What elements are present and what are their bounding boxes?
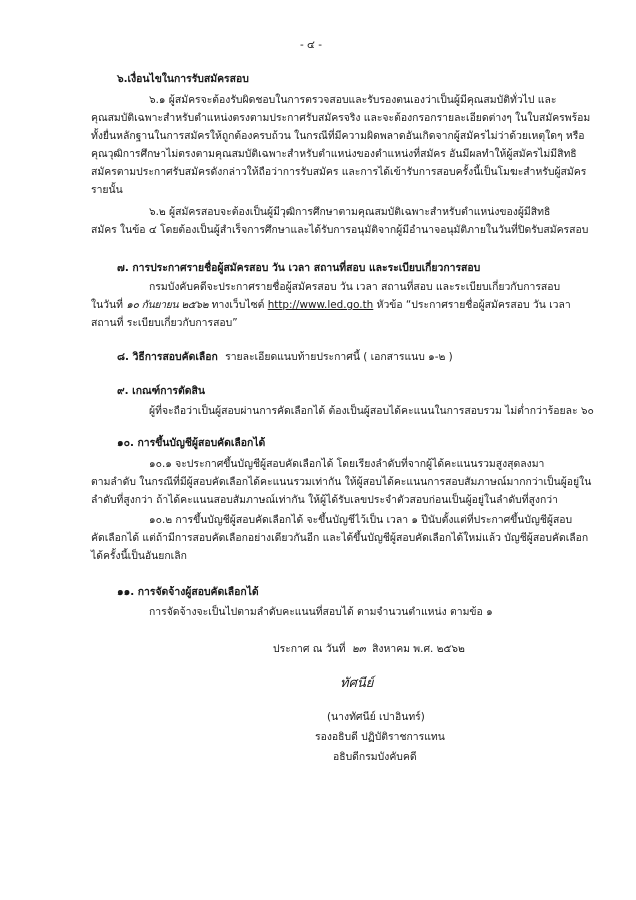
announcement-day-handwritten: ๒๓: [351, 643, 366, 655]
paragraph-6-1-line-3: ทั้งยื่นหลักฐานในการสมัครให้ถูกต้องครบถ้วน ในกรณีที่มีความผิดพลาดอันเกิดจากผู้สมัครไม่ว่าด้วยเหตุใดๆ หรือ: [91, 130, 585, 142]
announce-date-handwritten: ๑๐ กันยายน ๒๕๖๒: [126, 299, 209, 311]
announce-date-prefix: ในวันที่: [91, 299, 123, 311]
website-prefix: ทางเว็บไซต์: [211, 299, 265, 311]
paragraph-6-2-line-1: ๖.๒ ผู้สมัครสอบจะต้องเป็นผู้มีวุฒิการศึกษาตามคุณสมบัติเฉพาะสำหรับตำแหน่งของผู้มีสิทธิ: [149, 206, 551, 218]
section-9-line-1: ผู้ที่จะถือว่าเป็นผู้สอบผ่านการคัดเลือกได้ ต้องเป็นผู้สอบได้คะแนนในการสอบรวม ไม่ต่ำกว่าร้อยละ ๖๐: [149, 405, 594, 417]
paragraph-6-1-line-5: สมัครตามประกาศรับสมัครดังกล่าวให้ถือว่าการรับสมัคร และการได้เข้ารับการสอบครั้งนี้เป็นโมฆะสำหรับผู้สมัคร: [91, 166, 587, 178]
topic-text: หัวข้อ “ประกาศรายชื่อผู้สมัครสอบ วัน เวลา: [376, 299, 571, 311]
paragraph-10-2-line-1: ๑๐.๒ การขึ้นบัญชีผู้สอบคัดเลือกได้ จะขึ้นบัญชีไว้เป็น เวลา ๑ ปีนับตั้งแต่ที่ประกาศขึ้นบัญชีผู้สอบ: [149, 514, 573, 526]
section-8-text: รายละเอียดแนบท้ายประกาศนี้ ( เอกสารแนบ ๑-๒ ): [225, 351, 453, 363]
paragraph-6-1-line-1: ๖.๑ ผู้สมัครจะต้องรับผิดชอบในการตรวจสอบและรับรองตนเองว่าเป็นผู้มีคุณสมบัติทั่วไป และ: [149, 94, 557, 106]
paragraph-10-2-line-3: ได้ครั้งนี้เป็นอันยกเลิก: [91, 550, 187, 562]
paragraph-10-1-line-3: ลำดับที่สูงกว่า ถ้าได้คะแนนสอบสัมภาษณ์เท่ากัน ให้ผู้ได้รับเลขประจำตัวสอบก่อนเป็นผู้อยู่ในลำดับที่สูงกว่า: [91, 494, 558, 506]
paragraph-6-1-line-6: รายนั้น: [91, 184, 123, 196]
paragraph-10-1-line-1: ๑๐.๑ จะประกาศขึ้นบัญชีผู้สอบคัดเลือกได้ โดยเรียงลำดับที่จากผู้ได้คะแนนรวมสูงสุดลงมา: [149, 458, 545, 470]
website-link[interactable]: http://www.led.go.th: [267, 299, 374, 311]
page-number: - ๔ -: [300, 39, 322, 51]
signatory-title-2: อธิบดีกรมบังคับคดี: [333, 751, 417, 763]
paragraph-6-1-line-4: คุณวุฒิการศึกษาไม่ตรงตามคุณสมบัติเฉพาะสำหรับตำแหน่งของตำแหน่งที่สมัคร อันมีผลทำให้ผู้สมัครไม่มีสิทธิ: [91, 148, 577, 160]
paragraph-10-1-line-2: ตามลำดับ ในกรณีที่มีผู้สอบคัดเลือกได้คะแนนรวมเท่ากัน ให้ผู้สอบได้คะแนนการสอบสัมภาษณ์มากกว่าเป็นผู้อยู่ใน: [91, 476, 592, 488]
section-8-heading: ๘. วิธีการสอบคัดเลือก: [117, 351, 218, 363]
announcement-month-year: สิงหาคม พ.ศ. ๒๕๖๒: [372, 643, 465, 655]
section-11-line-1: การจัดจ้างจะเป็นไปตามลำดับคะแนนที่สอบได้ ตามจำนวนตำแหน่ง ตามข้อ ๑: [149, 606, 493, 618]
announcement-prefix: ประกาศ ณ วันที่: [273, 643, 346, 655]
paragraph-6-2-line-2: สมัคร ในข้อ ๔ โดยต้องเป็นผู้สำเร็จการศึกษาและได้รับการอนุมัติจากผู้มีอำนาจอนุมัติภายในวันที่ปิดรับสมัครสอบ: [91, 224, 589, 236]
section-7-line-2: [91, 298, 571, 312]
section-7-heading: ๗. การประกาศรายชื่อผู้สมัครสอบ วัน เวลา สถานที่สอบ และระเบียบเกี่ยวการสอบ: [117, 262, 481, 274]
signatory-title-1: รองอธิบดี ปฏิบัติราชการแทน: [315, 731, 445, 743]
section-7-line-3: สถานที่ ระเบียบเกี่ยวกับการสอบ”: [91, 317, 238, 329]
section-6-heading: ๖.เงื่อนไขในการรับสมัครสอบ: [117, 73, 249, 85]
announcement-date: [273, 642, 465, 656]
signatory-name: (นางทัศนีย์ เปาอินทร์): [327, 711, 425, 723]
paragraph-6-1-line-2: คุณสมบัติเฉพาะสำหรับตำแหน่งตรงตามประกาศรับสมัครจริง และจะต้องกรอกรายละเอียดต่างๆ ในใบสมัครพร้อม: [91, 112, 591, 124]
section-7-line-1: กรมบังคับคดีจะประกาศรายชื่อผู้สมัครสอบ วัน เวลา สถานที่สอบ และระเบียบเกี่ยวกับการสอบ: [149, 281, 561, 293]
signature-handwritten: ทัศนีย์: [340, 676, 374, 691]
section-11-heading: ๑๑. การจัดจ้างผู้สอบคัดเลือกได้: [117, 586, 259, 598]
section-9-heading: ๙. เกณฑ์การตัดสิน: [117, 385, 205, 397]
section-10-heading: ๑๐. การขึ้นบัญชีผู้สอบคัดเลือกได้: [117, 437, 266, 449]
section-8-line: [117, 350, 453, 364]
paragraph-10-2-line-2: คัดเลือกได้ แต่ถ้ามีการสอบคัดเลือกอย่างเดียวกันอีก และได้ขึ้นบัญชีผู้สอบคัดเลือกได้ใหม่แล้ว บัญชีผู้สอบคัดเลือก: [91, 532, 589, 544]
